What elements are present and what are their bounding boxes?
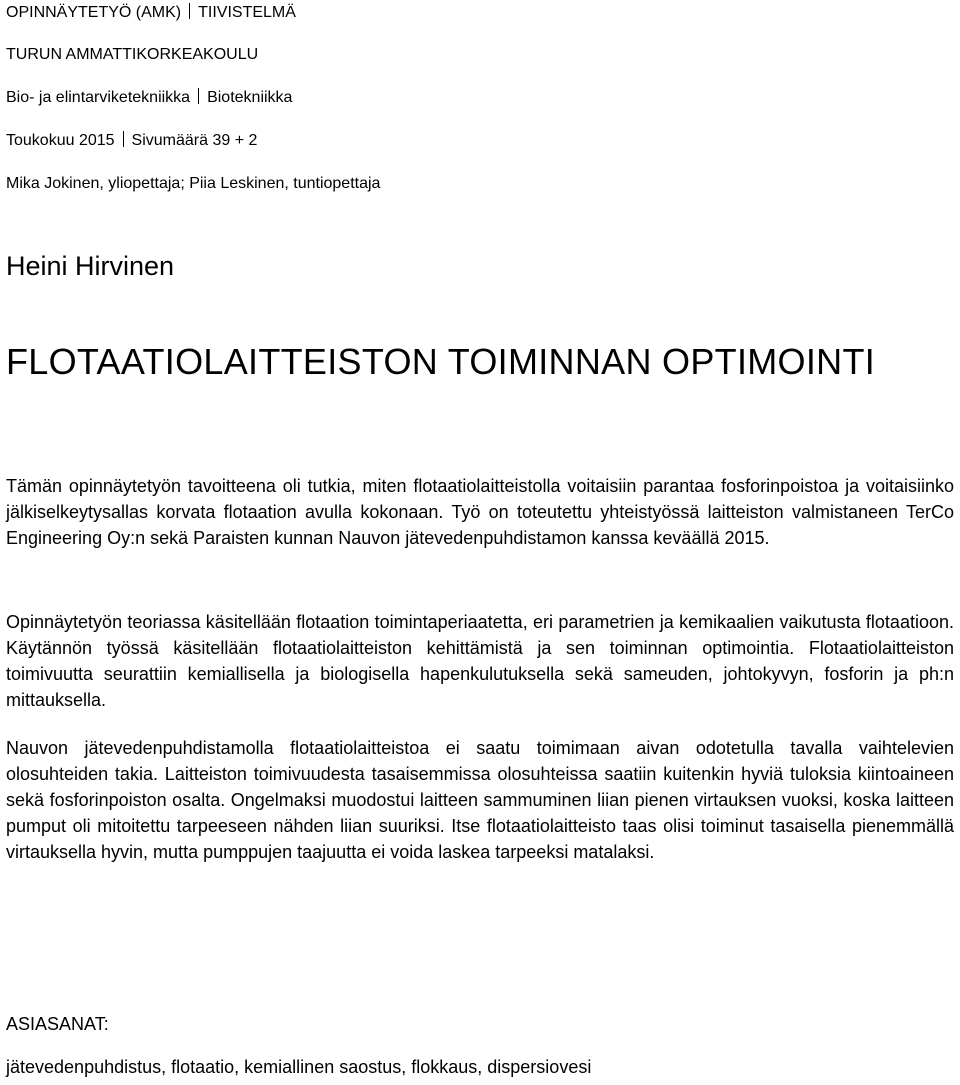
degree-programme: Bio- ja elintarviketekniikka <box>6 89 191 106</box>
abstract-paragraph-3: Nauvon jätevedenpuhdistamolla flotaatiolaitteistoa ei saatu toimimaan aivan odotetulla tavalla vaihtelevien olosuhteiden takia. Laitteiston toimivuudesta tasaisemmissa olosuhteissa saatiin kuitenkin hyviä tuloksia kiintoaineen sekä fosforinpoiston osalta. Ongelmaksi muodostui laitteen sammuminen liian pienen virtauksen vuoksi, koska laitteen pumput oli mitoitettu tarpeeseen nähden liian suuriksi. Itse flotaatiolaitteisto taas olisi toiminut tasaisella pienemmällä virtauksella hyvin, mutta pumppujen taajuutta ei voida laskea tarpeeksi matalaksi. <box>6 738 954 862</box>
date: Toukokuu 2015 <box>6 132 115 149</box>
thesis-title: FLOTAATIOLAITTEISTON TOIMINNAN OPTIMOINTI <box>6 341 876 382</box>
separator <box>198 88 199 104</box>
document-type-line <box>6 3 296 23</box>
programme-line <box>6 88 292 108</box>
specialisation: Biotekniikka <box>207 89 293 106</box>
institution: TURUN AMMATTIKORKEAKOULU <box>6 46 259 63</box>
keywords-list: jätevedenpuhdistus, flotaatio, kemiallinen saostus, flokkaus, dispersiovesi <box>6 1057 592 1077</box>
date-pages-line <box>6 131 257 151</box>
author-name: Heini Hirvinen <box>6 251 175 281</box>
document-type: OPINNÄYTETYÖ (AMK) <box>6 4 182 21</box>
abstract-paragraph-2: Opinnäytetyön teoriassa käsitellään flotaation toimintaperiaatetta, eri parametrien ja kemikaalien vaikutusta flotaatioon. Käytännön työssä käsitellään flotaatiolaitteiston kehittämistä ja sen toiminnan optimointia. Flotaatiolaitteiston toimivuutta seurattiin kemiallisella ja biologisella hapenkulutuksella sekä sameuden, johtokyvyn, fosforin ja ph:n mittauksella. <box>6 612 954 710</box>
abstract-paragraph-1: Tämän opinnäytetyön tavoitteena oli tutkia, miten flotaatiolaitteistolla voitaisiin parantaa fosforinpoistoa ja voitaisiinko jälkiselkeytysallas korvata flotaation avulla kokonaan. Työ on toteutettu yhteistyössä laitteiston valmistaneen TerCo Engineering Oy:n sekä Paraisten kunnan Nauvon jätevedenpuhdistamon kanssa keväällä 2015. <box>6 476 954 548</box>
keywords-heading: ASIASANAT: <box>6 1014 109 1034</box>
supervisors: Mika Jokinen, yliopettaja; Piia Leskinen, tuntiopettaja <box>6 175 381 192</box>
document-subtype: TIIVISTELMÄ <box>198 4 296 21</box>
page-count: Sivumäärä 39 + 2 <box>131 132 258 149</box>
separator <box>123 131 124 147</box>
separator <box>189 3 190 19</box>
